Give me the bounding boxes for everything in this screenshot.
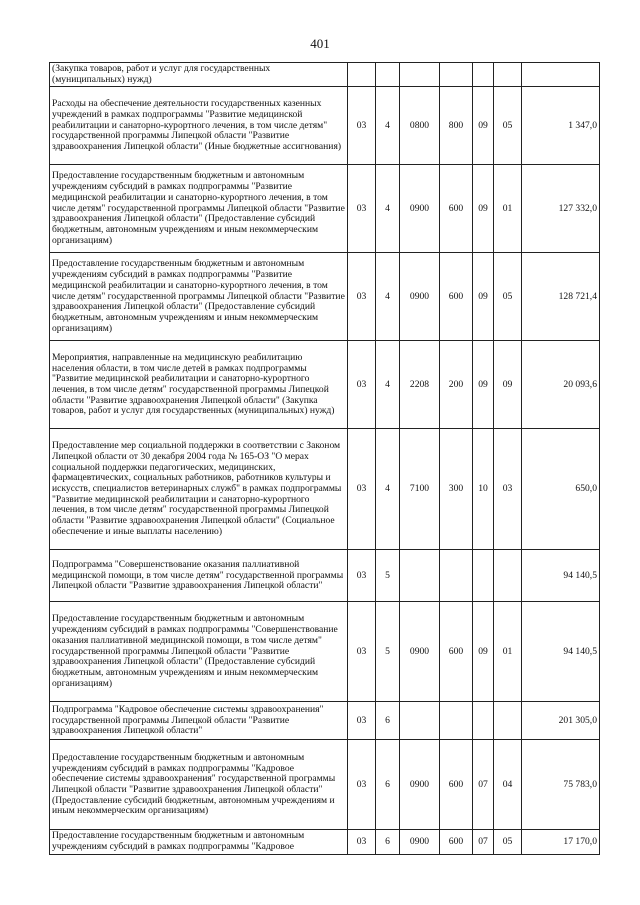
page-number: 401	[310, 36, 330, 51]
cell-code-5: 10	[473, 429, 494, 550]
cell-code-2: 5	[376, 550, 400, 602]
cell-code-1: 03	[348, 702, 376, 740]
cell-code-1: 03	[348, 253, 376, 341]
cell-code-2: 6	[376, 740, 400, 830]
cell-code-4: 800	[440, 87, 473, 165]
row-description: Расходы на обеспечение деятельности государственных казенных учреждений в рамках подпрограммы "Развитие медицинской реабилитации и санаторно-курортного лечения, в том числе детям" государственной программы Липецкой области "Развитие здравоохранения Липецкой области" (Иные бюджетные ассигнования)	[50, 87, 348, 165]
cell-code-2: 6	[376, 830, 400, 854]
cell-code-2: 4	[376, 165, 400, 253]
budget-table	[49, 62, 600, 855]
cell-code-2: 4	[376, 253, 400, 341]
cell-code-1: 03	[348, 740, 376, 830]
cell-code-3: 0900	[400, 602, 440, 702]
row-description: Предоставление государственным бюджетным и автономным учреждениям субсидий в рамках подпрограммы "Развитие медицинской реабилитации и санаторно-курортного лечения, в том числе детям" государственной программы Липецкой области "Развитие здравоохранения Липецкой области" (Предоставление субсидий бюджетным, автономным учреждениям и иным некоммерческим организациям)	[50, 165, 348, 253]
row-description: Предоставление государственным бюджетным и автономным учреждениям субсидий в рамках подпрограммы "Кадровое	[50, 830, 348, 854]
cell-amount	[522, 63, 600, 87]
table-row	[50, 253, 600, 341]
table-row	[50, 602, 600, 702]
table-row	[50, 165, 600, 253]
cell-code-4: 600	[440, 602, 473, 702]
cell-code-4: 600	[440, 253, 473, 341]
table-row	[50, 87, 600, 165]
cell-code-3	[400, 550, 440, 602]
cell-code-6	[494, 702, 522, 740]
cell-code-6: 04	[494, 740, 522, 830]
cell-code-5: 09	[473, 165, 494, 253]
cell-code-1: 03	[348, 429, 376, 550]
cell-code-4: 300	[440, 429, 473, 550]
cell-code-5: 07	[473, 740, 494, 830]
cell-code-3: 0900	[400, 830, 440, 854]
row-description: Предоставление государственным бюджетным и автономным учреждениям субсидий в рамках подпрограммы "Развитие медицинской реабилитации и санаторно-курортного лечения, в том числе детям" государственной программы Липецкой области "Развитие здравоохранения Липецкой области" (Предоставление субсидий бюджетным, автономным учреждениям и иным некоммерческим организациям)	[50, 253, 348, 341]
cell-amount: 94 140,5	[522, 550, 600, 602]
cell-code-5: 09	[473, 253, 494, 341]
table-row	[50, 702, 600, 740]
cell-code-5	[473, 702, 494, 740]
cell-code-3	[400, 63, 440, 87]
cell-code-1: 03	[348, 341, 376, 429]
cell-code-3: 0800	[400, 87, 440, 165]
cell-code-1: 03	[348, 165, 376, 253]
cell-code-6: 01	[494, 602, 522, 702]
cell-code-4: 600	[440, 165, 473, 253]
cell-code-1: 03	[348, 830, 376, 854]
cell-code-5: 09	[473, 602, 494, 702]
cell-code-2: 4	[376, 87, 400, 165]
row-description: Подпрограмма "Кадровое обеспечение системы здравоохранения" государственной программы Липецкой области "Развитие здравоохранения Липецкой области"	[50, 702, 348, 740]
cell-amount: 128 721,4	[522, 253, 600, 341]
cell-amount: 17 170,0	[522, 830, 600, 854]
cell-code-3: 7100	[400, 429, 440, 550]
cell-code-4	[440, 702, 473, 740]
cell-code-6: 09	[494, 341, 522, 429]
cell-code-1: 03	[348, 87, 376, 165]
cell-code-3: 0900	[400, 740, 440, 830]
cell-code-6	[494, 63, 522, 87]
cell-amount: 201 305,0	[522, 702, 600, 740]
table-row	[50, 830, 600, 854]
cell-code-2: 6	[376, 702, 400, 740]
cell-code-5: 09	[473, 87, 494, 165]
cell-code-4: 200	[440, 341, 473, 429]
cell-code-3: 0900	[400, 165, 440, 253]
cell-code-6: 01	[494, 165, 522, 253]
cell-code-5: 09	[473, 341, 494, 429]
cell-amount: 1 347,0	[522, 87, 600, 165]
cell-code-2: 4	[376, 341, 400, 429]
cell-code-5	[473, 63, 494, 87]
table-row	[50, 740, 600, 830]
cell-code-2	[376, 63, 400, 87]
table-row	[50, 429, 600, 550]
row-description: Подпрограмма "Совершенствование оказания паллиативной медицинской помощи, в том числе детям" государственной программы Липецкой области "Развитие здравоохранения Липецкой области"	[50, 550, 348, 602]
cell-code-4: 600	[440, 830, 473, 854]
cell-code-6	[494, 550, 522, 602]
cell-code-3: 2208	[400, 341, 440, 429]
row-description: Предоставление мер социальной поддержки в соответствии с Законом Липецкой области от 30 декабря 2004 года № 165-ОЗ "О мерах социальной поддержки педагогических, медицинских, фармацевтических, социальных работников, работников культуры и искусств, специалистов ветеринарных служб" в рамках подпрограммы "Развитие медицинской реабилитации и санаторно-курортного лечения, в том числе детям" государственной программы Липецкой области "Развитие здравоохранения Липецкой области" (Социальное обеспечение и иные выплаты населению)	[50, 429, 348, 550]
cell-code-6: 05	[494, 87, 522, 165]
cell-code-5: 07	[473, 830, 494, 854]
table-row	[50, 341, 600, 429]
cell-code-3: 0900	[400, 253, 440, 341]
table-row	[50, 63, 600, 87]
cell-code-2: 4	[376, 429, 400, 550]
cell-amount: 127 332,0	[522, 165, 600, 253]
cell-code-6: 03	[494, 429, 522, 550]
cell-code-6: 05	[494, 253, 522, 341]
cell-amount: 75 783,0	[522, 740, 600, 830]
row-description: Предоставление государственным бюджетным и автономным учреждениям субсидий в рамках подпрограммы "Кадровое обеспечение системы здравоохранения" государственной программы Липецкой области "Развитие здравоохранения Липецкой области" (Предоставление субсидий бюджетным, автономным учреждениям и иным некоммерческим организациям)	[50, 740, 348, 830]
row-description: (Закупка товаров, работ и услуг для государственных (муниципальных) нужд)	[50, 63, 348, 87]
cell-code-6: 05	[494, 830, 522, 854]
cell-code-4: 600	[440, 740, 473, 830]
cell-code-4	[440, 63, 473, 87]
cell-code-2: 5	[376, 602, 400, 702]
cell-code-1: 03	[348, 550, 376, 602]
cell-code-5	[473, 550, 494, 602]
cell-code-1: 03	[348, 602, 376, 702]
table-row	[50, 550, 600, 602]
row-description: Предоставление государственным бюджетным и автономным учреждениям субсидий в рамках подпрограммы "Совершенствование оказания паллиативной медицинской помощи, в том числе детям" государственной программы Липецкой области "Развитие здравоохранения Липецкой области" (Предоставление субсидий бюджетным, автономным учреждениям и иным некоммерческим организациям)	[50, 602, 348, 702]
cell-code-3	[400, 702, 440, 740]
cell-amount: 94 140,5	[522, 602, 600, 702]
cell-amount: 650,0	[522, 429, 600, 550]
cell-code-1	[348, 63, 376, 87]
cell-amount: 20 093,6	[522, 341, 600, 429]
cell-code-4	[440, 550, 473, 602]
row-description: Мероприятия, направленные на медицинскую реабилитацию населения области, в том числе детей в рамках подпрограммы "Развитие медицинской реабилитации и санаторно-курортного лечения, в том числе детям" государственной программы Липецкой области "Развитие здравоохранения Липецкой области" (Закупка товаров, работ и услуг для государственных (муниципальных) нужд)	[50, 341, 348, 429]
